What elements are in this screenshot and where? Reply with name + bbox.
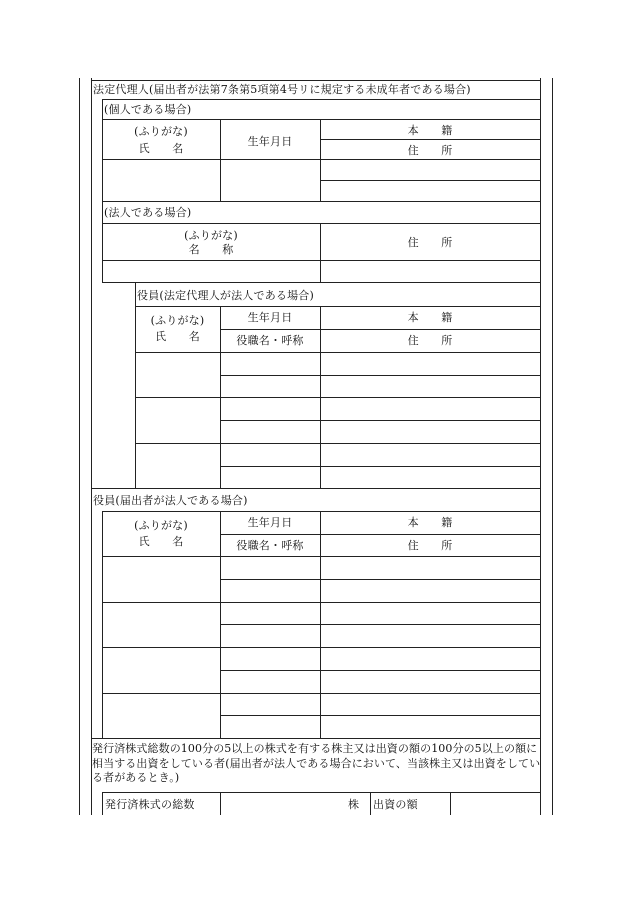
- rule: [102, 792, 541, 793]
- rule: [102, 119, 541, 120]
- rule: [135, 397, 541, 398]
- rule: [102, 511, 541, 512]
- col-divider: [220, 119, 221, 201]
- officers-address-label: 住 所: [407, 539, 453, 552]
- main-left-border: [91, 78, 92, 815]
- rule: [135, 306, 541, 307]
- rule: [220, 420, 541, 421]
- rule: [220, 466, 541, 467]
- rule: [102, 260, 541, 261]
- shareholders-left-border: [102, 792, 103, 815]
- rule: [220, 670, 541, 671]
- corporate-address-label: 住 所: [407, 236, 453, 249]
- rule: [102, 693, 541, 694]
- rule: [102, 223, 541, 224]
- section-top-border: [91, 80, 541, 81]
- total-shares-label: 発行済株式の総数: [105, 798, 195, 811]
- officers-birthdate-label: 生年月日: [247, 516, 293, 529]
- individual-subtitle: (個人である場合): [104, 103, 192, 116]
- rep-officers-address-label: 住 所: [407, 334, 453, 347]
- rep-officers-subtitle: 役員(法定代理人が法人である場合): [137, 289, 314, 302]
- rule: [220, 534, 541, 535]
- rep-officers-birthdate-label: 生年月日: [247, 311, 293, 324]
- col-divider: [370, 792, 371, 815]
- rule: [91, 488, 541, 489]
- shareholders-description: 発行済株式総数の100分の5以上の株式を有する株主又は出資の額の100分の5以上の額に相当する出資をしている者(届出者が法人である場合において、当該株主又は出資をしている者があるとき。): [92, 742, 541, 784]
- rep-officers-furigana-label: (ふりがな): [150, 314, 205, 327]
- rule: [220, 579, 541, 580]
- rep-officers-left-border: [135, 282, 136, 488]
- rule: [102, 602, 541, 603]
- col-divider: [450, 792, 451, 815]
- rule: [102, 556, 541, 557]
- col-divider: [320, 223, 321, 282]
- individual-furigana-label: (ふりがな): [134, 125, 188, 138]
- rule: [320, 139, 541, 140]
- rule: [102, 159, 541, 160]
- rule: [102, 201, 541, 202]
- rule: [91, 738, 541, 739]
- officers-domicile-label: 本 籍: [407, 516, 453, 529]
- outer-left-border: [79, 78, 80, 815]
- capital-label: 出資の額: [373, 798, 418, 811]
- corporate-subtitle: (法人である場合): [104, 206, 192, 219]
- outer-right-border: [552, 78, 553, 815]
- rule: [102, 647, 541, 648]
- main-right-border: [540, 78, 541, 815]
- rep-officers-name-label: 氏 名: [155, 330, 200, 343]
- rule: [220, 715, 541, 716]
- rule: [220, 624, 541, 625]
- individual-birthdate-label: 生年月日: [247, 135, 293, 148]
- officers-furigana-label: (ふりがな): [134, 519, 188, 532]
- individual-domicile-label: 本 籍: [407, 124, 453, 137]
- rule: [320, 180, 541, 181]
- legal-rep-title: 法定代理人(届出者が法第7条第5項第4号リに規定する未成年者である場合): [93, 83, 471, 96]
- officers-name-label: 氏 名: [138, 535, 184, 548]
- col-divider: [220, 792, 221, 815]
- corporate-furigana-label: (ふりがな): [184, 229, 238, 242]
- rule: [135, 352, 541, 353]
- rule: [135, 443, 541, 444]
- shares-unit-label: 株: [348, 798, 360, 811]
- officers-position-label: 役職名・呼称: [236, 539, 304, 552]
- rule: [102, 282, 541, 283]
- rule: [220, 329, 541, 330]
- rep-officers-position-label: 役職名・呼称: [236, 334, 304, 347]
- officers-title: 役員(届出者が法人である場合): [93, 494, 248, 507]
- rule: [102, 99, 541, 100]
- rule: [220, 375, 541, 376]
- individual-address-label: 住 所: [407, 144, 453, 157]
- corporate-name-label: 名 称: [188, 243, 234, 256]
- rep-officers-domicile-label: 本 籍: [407, 311, 453, 324]
- individual-name-label: 氏 名: [138, 142, 184, 155]
